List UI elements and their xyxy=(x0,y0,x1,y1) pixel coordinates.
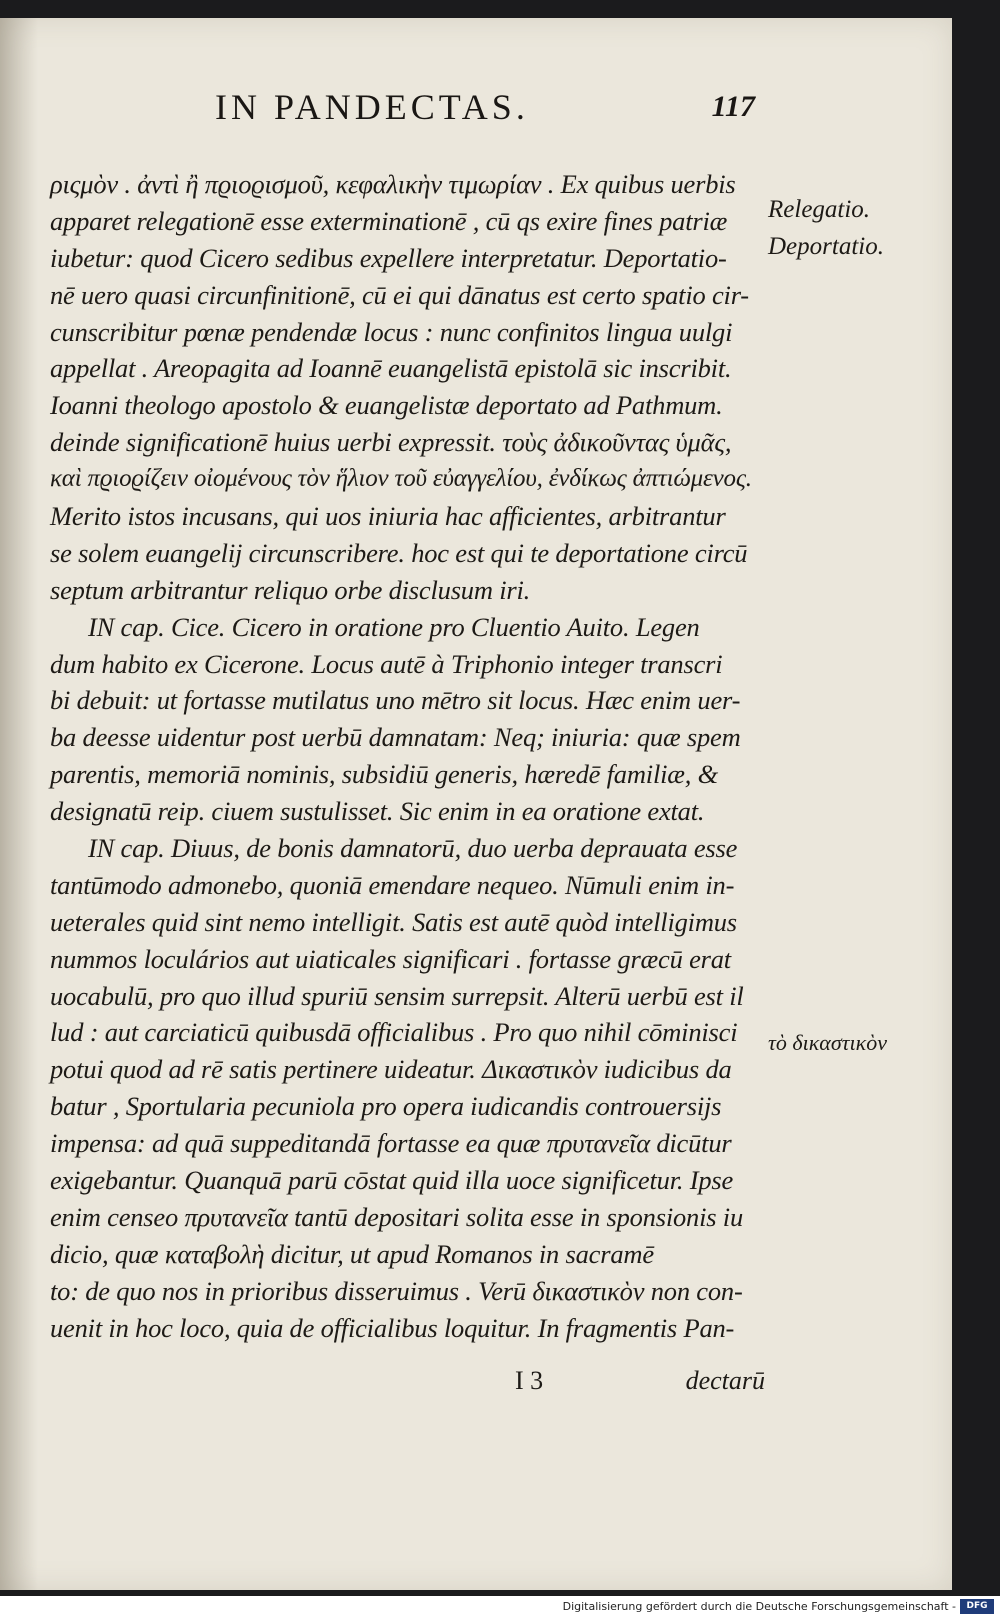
text-line: septum arbitrantur reliquo orbe disclusum iri. xyxy=(50,574,531,605)
text-line: enim censeo πρυτανεῖα tantū depositari solita esse in sponsionis iu xyxy=(50,1201,744,1232)
text-line: dicio, quæ καταβολὴ dicitur, ut apud Romanos in sacramē xyxy=(50,1238,654,1269)
text-line: impensa: ad quā suppeditandā fortasse ea quæ πρυτανεῖα dicūtur xyxy=(50,1128,732,1159)
text-line: uocabulū, pro quo illud spuriū sensim surrepsit. Alterū uerbū est il xyxy=(50,980,744,1011)
margin-note-relegatio: Relegatio. xyxy=(768,196,871,223)
text-line: dum habito ex Cicerone. Locus autē à Triphonio integer transcri xyxy=(50,648,723,679)
signature-mark: I 3 xyxy=(515,1366,544,1395)
footer-credit: Digitalisierung gefördert durch die Deutsche Forschungsgemeinschaft - xyxy=(562,1600,956,1613)
running-head: IN PANDECTAS. xyxy=(215,87,529,127)
text-line: ueterales quid sint nemo intelligit. Satis est autē quòd intelligimus xyxy=(50,906,737,937)
text-line: batur , Sportularia pecuniola pro opera iudicandis controuersijs xyxy=(50,1091,722,1122)
digitization-footer xyxy=(0,1596,1000,1619)
dfg-logo-icon: DFG xyxy=(960,1599,994,1614)
text-line: potui quod ad rē satis pertinere uideatur. Δικαστικὸν iudicibus da xyxy=(50,1054,732,1085)
text-line: appellat . Areopagita ad Ioannē euangelistā epistolā sic inscribit. xyxy=(50,353,732,384)
margin-notes xyxy=(768,166,948,1366)
text-line: deinde significationē huius uerbi expressit. τοὺς ἀδικοῦντας ὑμᾶς, xyxy=(50,427,732,458)
catchword: dectarū xyxy=(685,1366,765,1395)
page-number: 117 xyxy=(711,90,755,123)
text-line: nummos loculários aut uiaticales significari . fortasse græcū erat xyxy=(50,943,731,974)
text-line: lud : aut carciaticū quibusdā officialibus . Pro quo nihil cōminisci xyxy=(50,1017,738,1048)
text-line: καὶ πϱιοϱίζειν οἰομένους τὸν ἥλιον τοῦ εὐαγγελίου, ἐνδίκως ἀπτιώμενος. xyxy=(50,465,752,493)
text-line: ριςμὸν . ἀντὶ ἢ πϱιοϱισμοῦ, κεφαλικὴν τιμωρίαν . Ex quibus uerbis xyxy=(50,169,736,199)
book-page xyxy=(0,18,952,1590)
text-line: iubetur: quod Cicero sedibus expellere interpretatur. Deportatio- xyxy=(50,242,727,273)
text-line: apparet relegationē esse exterminationē , cū qs exire fines patriæ xyxy=(50,205,728,236)
text-line: se solem euangelij circunscribere. hoc est qui te deportatione circū xyxy=(50,537,748,568)
text-line: Merito istos incusans, qui uos iniuria hac afficientes, arbitrantur xyxy=(50,501,726,532)
text-line: IN cap. Cice. Cicero in oratione pro Cluentio Auito. Legen xyxy=(88,611,700,642)
text-line: uenit in hoc loco, quia de officialibus loquitur. In fragmentis Pan- xyxy=(50,1312,735,1343)
text-line: ba deesse uidentur post uerbū damnatam: Neq; iniuria: quæ spem xyxy=(50,722,741,753)
text-line: Ioanni theologo apostolo & euangelistæ deportato ad Pathmum. xyxy=(50,390,723,421)
body-text xyxy=(50,166,762,1347)
catchword-line xyxy=(515,1366,765,1406)
text-line: tantūmodo admonebo, quoniā emendare nequeo. Nūmuli enim in- xyxy=(50,869,735,900)
text-line: IN cap. Diuus, de bonis damnatorū, duo uerba deprauata esse xyxy=(88,833,738,864)
text-line: designatū reip. ciuem sustulisset. Sic enim in ea oratione extat. xyxy=(50,796,705,827)
text-line: nē uero quasi circunfinitionē, cū ei qui dānatus est certo spatio cir- xyxy=(50,279,749,310)
text-line: exigebantur. Quanquā parū cōstat quid illa uoce significetur. Ipse xyxy=(50,1165,734,1196)
gutter-shadow xyxy=(0,18,38,1590)
text-line: cunscribitur pœnæ pendendæ locus : nunc confinitos lingua uulgi xyxy=(50,316,733,347)
margin-note-dikastikon: τὸ δικαστικὸν xyxy=(768,1030,887,1055)
text-line: bi debuit: ut fortasse mutilatus uno mētro sit locus. Hæc enim uer- xyxy=(50,685,741,716)
margin-note-deportatio: Deportatio. xyxy=(768,233,884,260)
text-line: parentis, memoriā nominis, subsidiū generis, hæredē familiæ, & xyxy=(50,759,719,790)
text-line: to: de quo nos in prioribus disseruimus . Verū δικαστικὸν non con- xyxy=(50,1275,743,1306)
page-header xyxy=(215,86,755,134)
